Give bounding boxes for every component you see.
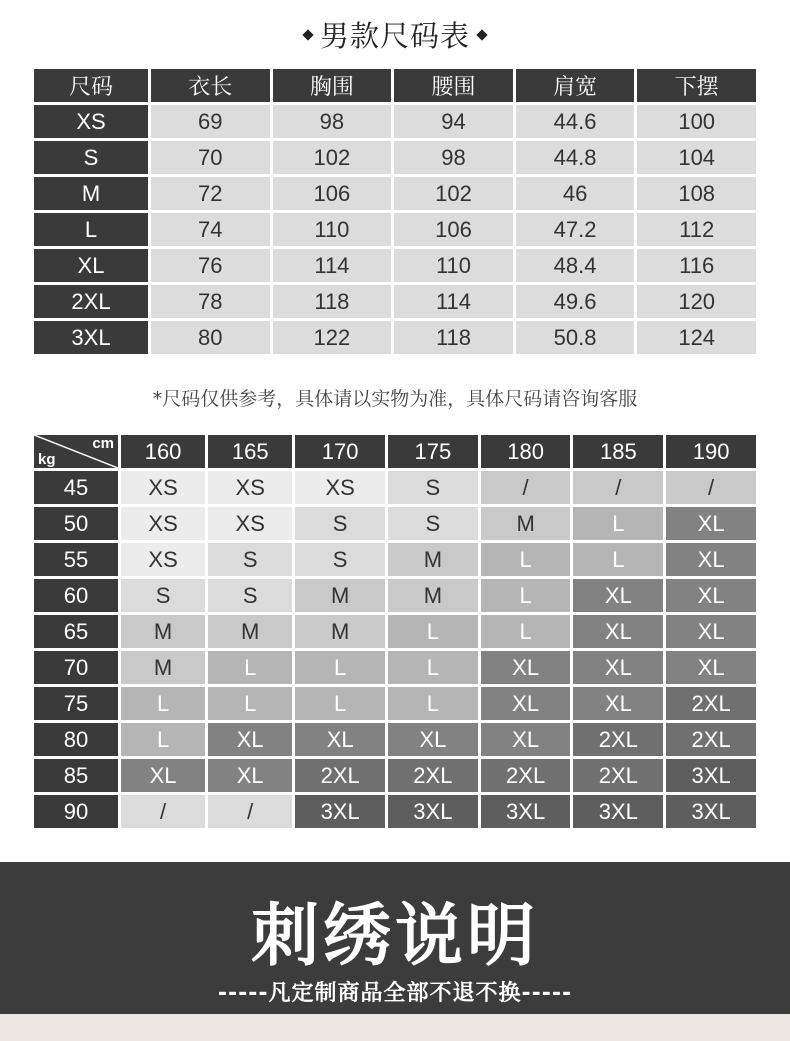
fit-size-cell: L bbox=[573, 543, 663, 576]
fit-size-cell: L bbox=[121, 687, 205, 720]
size-table-row bbox=[34, 285, 756, 318]
fit-size-cell: / bbox=[481, 471, 571, 504]
fit-size-cell: 2XL bbox=[388, 759, 478, 792]
fit-size-cell: XL bbox=[295, 723, 385, 756]
fit-size-cell: M bbox=[295, 579, 385, 612]
fit-size-cell: L bbox=[295, 687, 385, 720]
fit-size-cell: L bbox=[388, 651, 478, 684]
fit-size-cell: 3XL bbox=[481, 795, 571, 828]
diamond-icon bbox=[302, 29, 313, 40]
fit-size-cell: XL bbox=[666, 543, 756, 576]
fit-size-cell: M bbox=[481, 507, 571, 540]
fit-size-cell: 2XL bbox=[481, 759, 571, 792]
fit-size-cell: XL bbox=[573, 579, 663, 612]
measurement-cell: 98 bbox=[273, 105, 392, 138]
fit-table-row bbox=[34, 687, 756, 720]
measurement-cell: 70 bbox=[151, 141, 270, 174]
corner-unit-cm: cm bbox=[92, 435, 114, 452]
fit-size-cell: / bbox=[666, 471, 756, 504]
fit-size-cell: M bbox=[388, 543, 478, 576]
measurement-cell: 74 bbox=[151, 213, 270, 246]
measurement-cell: 72 bbox=[151, 177, 270, 210]
fit-table-row bbox=[34, 651, 756, 684]
fit-size-cell: XL bbox=[666, 651, 756, 684]
fit-size-cell: XL bbox=[666, 507, 756, 540]
fit-size-cell: XL bbox=[121, 759, 205, 792]
corner-unit-kg: kg bbox=[38, 451, 56, 468]
fit-size-cell: L bbox=[481, 615, 571, 648]
measurement-cell: 76 bbox=[151, 249, 270, 282]
fit-size-cell: XS bbox=[208, 507, 292, 540]
fit-size-cell: S bbox=[295, 543, 385, 576]
measurement-cell: 100 bbox=[637, 105, 756, 138]
fit-size-cell: S bbox=[295, 507, 385, 540]
embroidery-banner bbox=[0, 862, 790, 1014]
size-table-header-cell: 尺码 bbox=[34, 69, 148, 102]
bottom-strip bbox=[0, 1014, 790, 1041]
measurement-cell: 50.8 bbox=[516, 321, 635, 354]
fit-size-cell: L bbox=[573, 507, 663, 540]
measurement-cell: 102 bbox=[273, 141, 392, 174]
measurement-cell: 44.8 bbox=[516, 141, 635, 174]
measurement-cell: 80 bbox=[151, 321, 270, 354]
size-table-header-cell: 腰围 bbox=[394, 69, 513, 102]
height-header-cell: 165 bbox=[208, 435, 292, 468]
size-table-header bbox=[34, 69, 756, 102]
fit-size-cell: S bbox=[208, 543, 292, 576]
fit-size-cell: XS bbox=[295, 471, 385, 504]
weight-cell: 55 bbox=[34, 543, 118, 576]
size-label-cell: 2XL bbox=[34, 285, 148, 318]
size-table-row bbox=[34, 249, 756, 282]
measurement-cell: 106 bbox=[394, 213, 513, 246]
fit-size-cell: 3XL bbox=[388, 795, 478, 828]
measurement-cell: 49.6 bbox=[516, 285, 635, 318]
height-header-cell: 175 bbox=[388, 435, 478, 468]
measurement-cell: 120 bbox=[637, 285, 756, 318]
fit-table-row bbox=[34, 543, 756, 576]
size-table-row bbox=[34, 177, 756, 210]
measurement-cell: 69 bbox=[151, 105, 270, 138]
fit-size-cell: XL bbox=[208, 723, 292, 756]
size-label-cell: L bbox=[34, 213, 148, 246]
fit-size-cell: S bbox=[121, 579, 205, 612]
title-text: 男款尺码表 bbox=[319, 19, 470, 53]
size-table-header-cell: 肩宽 bbox=[516, 69, 635, 102]
page-title bbox=[0, 14, 790, 55]
fit-size-cell: 3XL bbox=[666, 795, 756, 828]
size-label-cell: M bbox=[34, 177, 148, 210]
fit-size-cell: / bbox=[208, 795, 292, 828]
fit-size-cell: S bbox=[208, 579, 292, 612]
weight-cell: 60 bbox=[34, 579, 118, 612]
measurement-cell: 110 bbox=[394, 249, 513, 282]
measurement-cell: 48.4 bbox=[516, 249, 635, 282]
weight-cell: 65 bbox=[34, 615, 118, 648]
fit-size-cell: XL bbox=[666, 579, 756, 612]
fit-size-cell: XS bbox=[121, 471, 205, 504]
fit-size-cell: XL bbox=[481, 723, 571, 756]
fit-size-cell: M bbox=[208, 615, 292, 648]
fit-table-header bbox=[34, 435, 756, 468]
fit-table-row bbox=[34, 759, 756, 792]
fit-table bbox=[31, 432, 759, 831]
measurement-cell: 114 bbox=[273, 249, 392, 282]
measurement-cell: 122 bbox=[273, 321, 392, 354]
fit-size-cell: L bbox=[295, 651, 385, 684]
fit-size-cell: XL bbox=[666, 615, 756, 648]
fit-size-cell: L bbox=[481, 579, 571, 612]
fit-size-cell: XL bbox=[573, 615, 663, 648]
weight-cell: 50 bbox=[34, 507, 118, 540]
measurement-cell: 108 bbox=[637, 177, 756, 210]
size-label-cell: XL bbox=[34, 249, 148, 282]
size-table-row bbox=[34, 105, 756, 138]
fit-size-cell: L bbox=[481, 543, 571, 576]
size-table-header-cell: 胸围 bbox=[273, 69, 392, 102]
fit-size-cell: L bbox=[388, 615, 478, 648]
fit-size-cell: 2XL bbox=[666, 723, 756, 756]
measurement-cell: 78 bbox=[151, 285, 270, 318]
banner-title: 刺绣说明 bbox=[250, 897, 539, 976]
size-label-cell: 3XL bbox=[34, 321, 148, 354]
height-header-cell: 185 bbox=[573, 435, 663, 468]
fit-size-cell: XL bbox=[481, 651, 571, 684]
fit-size-cell: S bbox=[388, 471, 478, 504]
fit-table-row bbox=[34, 471, 756, 504]
measurement-cell: 110 bbox=[273, 213, 392, 246]
fit-table-row bbox=[34, 795, 756, 828]
fit-table-row bbox=[34, 579, 756, 612]
height-header-cell: 180 bbox=[481, 435, 571, 468]
fit-size-cell: / bbox=[573, 471, 663, 504]
fit-table-row bbox=[34, 507, 756, 540]
fit-size-cell: 3XL bbox=[295, 795, 385, 828]
measurement-cell: 47.2 bbox=[516, 213, 635, 246]
measurement-cell: 124 bbox=[637, 321, 756, 354]
size-table bbox=[31, 66, 759, 357]
fit-size-cell: 2XL bbox=[295, 759, 385, 792]
height-header-cell: 190 bbox=[666, 435, 756, 468]
weight-cell: 70 bbox=[34, 651, 118, 684]
measurement-cell: 98 bbox=[394, 141, 513, 174]
size-table-row bbox=[34, 321, 756, 354]
diamond-icon bbox=[476, 29, 487, 40]
fit-size-cell: XS bbox=[121, 543, 205, 576]
fit-size-cell: XL bbox=[388, 723, 478, 756]
weight-cell: 90 bbox=[34, 795, 118, 828]
measurement-cell: 116 bbox=[637, 249, 756, 282]
fit-size-cell: L bbox=[121, 723, 205, 756]
fit-size-cell: L bbox=[388, 687, 478, 720]
fit-size-cell: XL bbox=[573, 651, 663, 684]
fit-size-cell: XS bbox=[208, 471, 292, 504]
fit-size-cell: XL bbox=[208, 759, 292, 792]
size-label-cell: S bbox=[34, 141, 148, 174]
size-note: *尺码仅供参考，具体请以实物为准，具体尺码请咨询客服 bbox=[152, 388, 638, 410]
fit-size-cell: 2XL bbox=[573, 759, 663, 792]
fit-size-cell: S bbox=[388, 507, 478, 540]
fit-size-cell: XS bbox=[121, 507, 205, 540]
measurement-cell: 104 bbox=[637, 141, 756, 174]
height-header-cell: 170 bbox=[295, 435, 385, 468]
weight-cell: 80 bbox=[34, 723, 118, 756]
size-table-header-cell: 下摆 bbox=[637, 69, 756, 102]
fit-size-cell: XL bbox=[481, 687, 571, 720]
size-table-header-cell: 衣长 bbox=[151, 69, 270, 102]
measurement-cell: 106 bbox=[273, 177, 392, 210]
measurement-cell: 44.6 bbox=[516, 105, 635, 138]
banner-subtitle: -----凡定制商品全部不退不换----- bbox=[217, 981, 573, 1006]
fit-size-cell: L bbox=[208, 687, 292, 720]
size-table-row bbox=[34, 213, 756, 246]
weight-cell: 85 bbox=[34, 759, 118, 792]
measurement-cell: 118 bbox=[394, 321, 513, 354]
fit-size-cell: XL bbox=[573, 687, 663, 720]
fit-table-row bbox=[34, 723, 756, 756]
measurement-cell: 102 bbox=[394, 177, 513, 210]
height-header-cell: 160 bbox=[121, 435, 205, 468]
weight-cell: 75 bbox=[34, 687, 118, 720]
measurement-cell: 112 bbox=[637, 213, 756, 246]
fit-size-cell: M bbox=[121, 651, 205, 684]
fit-size-cell: / bbox=[121, 795, 205, 828]
measurement-cell: 94 bbox=[394, 105, 513, 138]
fit-size-cell: 2XL bbox=[573, 723, 663, 756]
fit-size-cell: M bbox=[121, 615, 205, 648]
size-label-cell: XS bbox=[34, 105, 148, 138]
fit-size-cell: M bbox=[388, 579, 478, 612]
fit-size-cell: M bbox=[295, 615, 385, 648]
fit-size-cell: 3XL bbox=[666, 759, 756, 792]
fit-table-row bbox=[34, 615, 756, 648]
fit-size-cell: 2XL bbox=[666, 687, 756, 720]
measurement-cell: 46 bbox=[516, 177, 635, 210]
measurement-cell: 114 bbox=[394, 285, 513, 318]
weight-cell: 45 bbox=[34, 471, 118, 504]
fit-size-cell: L bbox=[208, 651, 292, 684]
measurement-cell: 118 bbox=[273, 285, 392, 318]
fit-size-cell: 3XL bbox=[573, 795, 663, 828]
size-table-row bbox=[34, 141, 756, 174]
fit-table-corner bbox=[34, 435, 118, 468]
